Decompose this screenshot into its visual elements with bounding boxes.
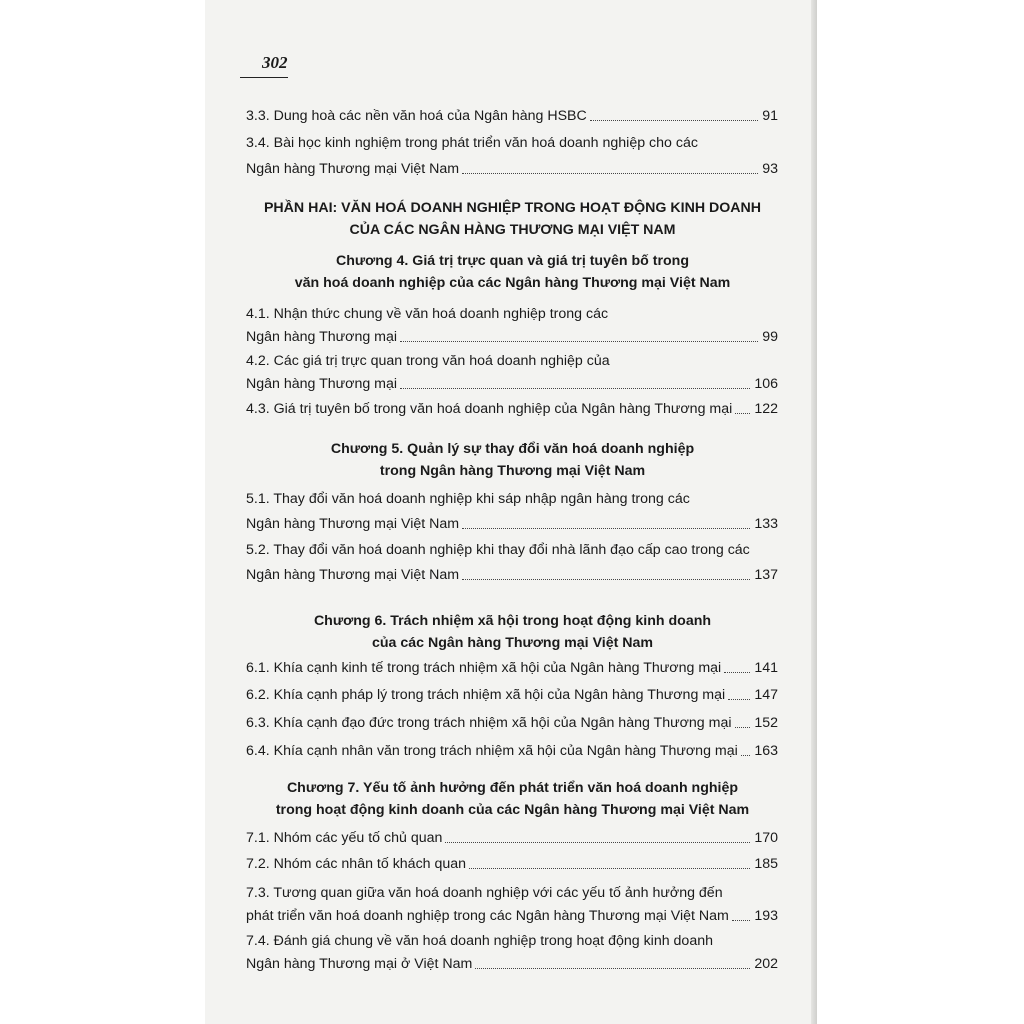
chapter-4-heading xyxy=(240,250,785,294)
toc-entry-7-4 xyxy=(246,931,778,974)
entry-title: Ngân hàng Thương mại xyxy=(246,329,398,345)
toc-entry-5-2 xyxy=(246,540,778,585)
entry-title-line1: 4.2. Các giá trị trực quan trong văn hoá doanh nghiệp của xyxy=(246,353,610,369)
entry-title-line1: 7.3. Tương quan giữa văn hoá doanh nghiệp với các yếu tố ảnh hưởng đến xyxy=(246,885,723,901)
dot-leader xyxy=(735,413,750,414)
dot-leader xyxy=(475,968,750,969)
entry-page: 93 xyxy=(762,161,778,177)
page-number-rule xyxy=(240,77,288,78)
toc-entry-4-3 xyxy=(246,399,778,419)
entry-page: 170 xyxy=(754,830,778,846)
entry-title: 6.1. Khía cạnh kinh tế trong trách nhiệm xã hội của Ngân hàng Thương mại xyxy=(246,660,722,676)
entry-title-line1: 7.4. Đánh giá chung về văn hoá doanh nghiệp trong hoạt động kinh doanh xyxy=(246,933,713,949)
chapter-6-heading xyxy=(240,610,785,654)
chapter-5-heading xyxy=(240,438,785,482)
part-two-line1: PHẦN HAI: VĂN HOÁ DOANH NGHIỆP TRONG HOẠT ĐỘNG KINH DOANH xyxy=(263,200,762,216)
dot-leader xyxy=(728,699,750,700)
entry-title: Ngân hàng Thương mại xyxy=(246,376,398,392)
dot-leader xyxy=(462,579,750,580)
dot-leader xyxy=(724,672,750,673)
entry-page: 193 xyxy=(754,908,778,924)
part-two-heading xyxy=(240,197,785,241)
toc-entry-3-3 xyxy=(246,106,778,126)
entry-title: 6.4. Khía cạnh nhân văn trong trách nhiệm xã hội của Ngân hàng Thương mại xyxy=(246,743,738,759)
entry-title-line1: 4.1. Nhận thức chung về văn hoá doanh nghiệp trong các xyxy=(246,306,609,322)
toc-entry-6-3 xyxy=(246,713,778,733)
toc-entry-6-2 xyxy=(246,685,778,705)
entry-page: 141 xyxy=(754,660,778,676)
dot-leader xyxy=(400,341,758,342)
entry-page: 147 xyxy=(754,687,778,703)
chapter-5-line2: trong Ngân hàng Thương mại Việt Nam xyxy=(379,463,646,479)
toc-entry-6-1 xyxy=(246,658,778,678)
toc-entry-6-4 xyxy=(246,741,778,761)
toc-entry-4-2 xyxy=(246,351,778,394)
entry-page: 133 xyxy=(754,516,778,532)
toc-entry-4-1 xyxy=(246,304,778,347)
entry-title: 7.1. Nhóm các yếu tố chủ quan xyxy=(246,830,443,846)
entry-title: 6.3. Khía cạnh đạo đức trong trách nhiệm xã hội của Ngân hàng Thương mại xyxy=(246,715,732,731)
entry-title-line1: 5.2. Thay đổi văn hoá doanh nghiệp khi thay đổi nhà lãnh đạo cấp cao trong các xyxy=(246,542,750,558)
entry-page: 163 xyxy=(754,743,778,759)
entry-title: Ngân hàng Thương mại Việt Nam xyxy=(246,567,460,583)
entry-title: phát triển văn hoá doanh nghiệp trong các Ngân hàng Thương mại Việt Nam xyxy=(246,908,729,924)
dot-leader xyxy=(462,173,758,174)
toc-entry-5-1 xyxy=(246,489,778,534)
toc-entry-7-2 xyxy=(246,854,778,874)
entry-page: 152 xyxy=(754,715,778,731)
entry-title-line1: 3.4. Bài học kinh nghiệm trong phát triển văn hoá doanh nghiệp cho các xyxy=(246,135,698,151)
toc-entry-7-3 xyxy=(246,883,778,926)
entry-title: 3.3. Dung hoà các nền văn hoá của Ngân hàng HSBC xyxy=(246,108,587,124)
dot-leader xyxy=(400,388,750,389)
dot-leader xyxy=(735,727,751,728)
chapter-4-line2: văn hoá doanh nghiệp của các Ngân hàng Thương mại Việt Nam xyxy=(294,275,731,291)
entry-page: 202 xyxy=(754,956,778,972)
page-number: 302 xyxy=(262,53,288,72)
dot-leader xyxy=(462,528,750,529)
chapter-4-line1: Chương 4. Giá trị trực quan và giá trị tuyên bố trong xyxy=(335,253,690,269)
entry-page: 122 xyxy=(754,401,778,417)
entry-title: 6.2. Khía cạnh pháp lý trong trách nhiệm xã hội của Ngân hàng Thương mại xyxy=(246,687,726,703)
entry-title: Ngân hàng Thương mại ở Việt Nam xyxy=(246,956,473,972)
part-two-line2: CỦA CÁC NGÂN HÀNG THƯƠNG MẠI VIỆT NAM xyxy=(349,222,676,238)
dot-leader xyxy=(445,842,750,843)
toc-entry-7-1 xyxy=(246,828,778,848)
entry-page: 99 xyxy=(762,329,778,345)
dot-leader xyxy=(469,868,750,869)
entry-title-line1: 5.1. Thay đổi văn hoá doanh nghiệp khi sáp nhập ngân hàng trong các xyxy=(246,491,690,507)
chapter-6-line1: Chương 6. Trách nhiệm xã hội trong hoạt động kinh doanh xyxy=(313,613,712,629)
chapter-6-line2: của các Ngân hàng Thương mại Việt Nam xyxy=(371,635,654,651)
entry-title: Ngân hàng Thương mại Việt Nam xyxy=(246,516,460,532)
entry-page: 91 xyxy=(762,108,778,124)
page-edge xyxy=(811,0,817,1024)
chapter-5-line1: Chương 5. Quản lý sự thay đổi văn hoá doanh nghiệp xyxy=(330,441,695,457)
dot-leader xyxy=(732,920,750,921)
chapter-7-line1: Chương 7. Yếu tố ảnh hưởng đến phát triển văn hoá doanh nghiệp xyxy=(286,780,739,796)
chapter-7-line2: trong hoạt động kinh doanh của các Ngân hàng Thương mại Việt Nam xyxy=(275,802,750,818)
entry-page: 185 xyxy=(754,856,778,872)
entry-title: 4.3. Giá trị tuyên bố trong văn hoá doanh nghiệp của Ngân hàng Thương mại xyxy=(246,401,733,417)
entry-page: 106 xyxy=(754,376,778,392)
dot-leader xyxy=(741,755,751,756)
chapter-7-heading xyxy=(240,777,785,821)
entry-title: Ngân hàng Thương mại Việt Nam xyxy=(246,161,460,177)
entry-title: 7.2. Nhóm các nhân tố khách quan xyxy=(246,856,467,872)
toc-entry-3-4 xyxy=(246,133,778,179)
entry-page: 137 xyxy=(754,567,778,583)
dot-leader xyxy=(590,120,758,121)
